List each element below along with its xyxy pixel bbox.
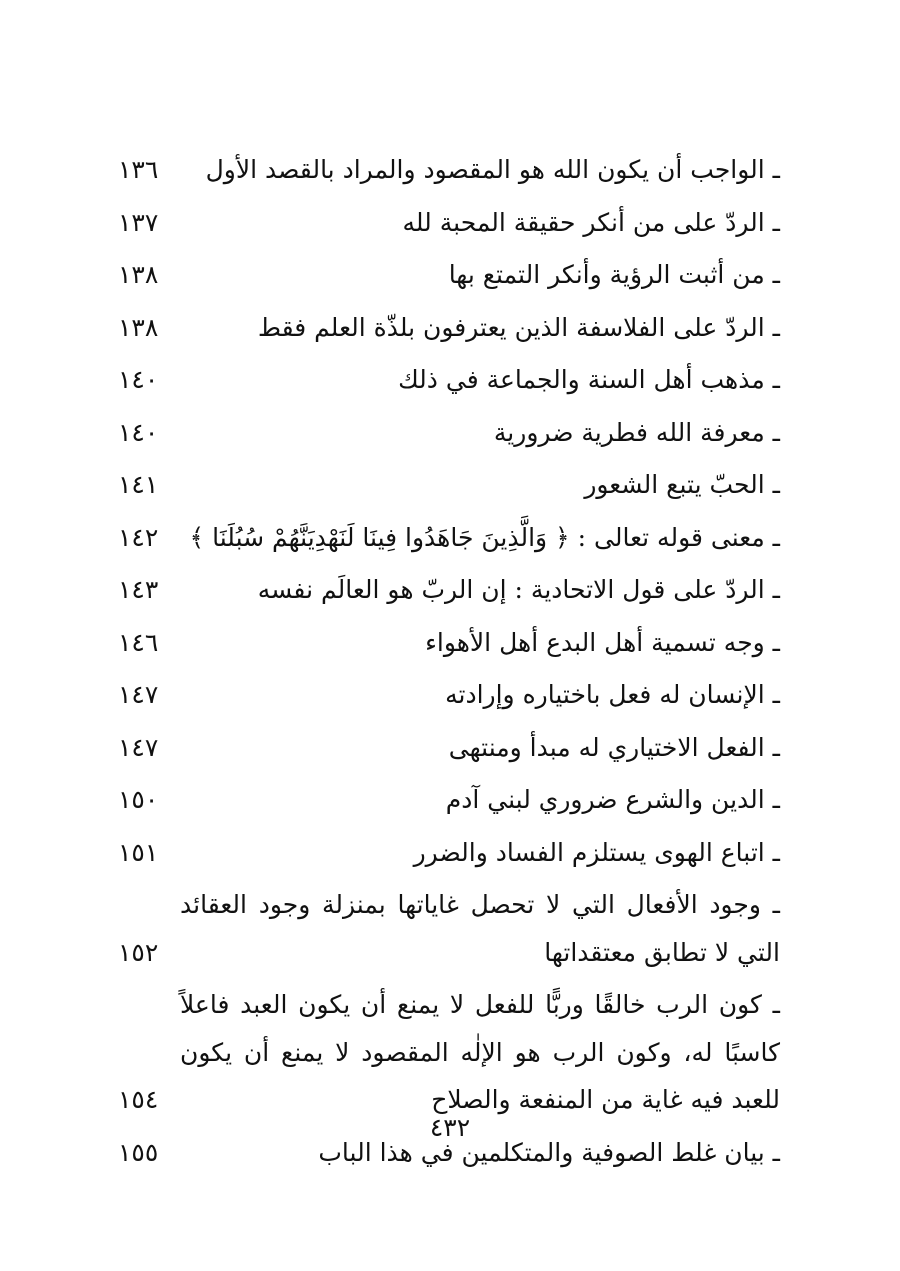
toc-entry-page-number: ١٥٤ <box>118 1085 159 1114</box>
toc-entry-title: ـ مذهب أهل السنة والجماعة في ذلك <box>398 365 780 394</box>
toc-entry-title: ـ الحبّ يتبع الشعور <box>584 470 780 499</box>
toc-entry <box>118 514 780 562</box>
toc-entry-title: ـ الردّ على قول الاتحادية : إن الربّ هو العالَم نفسه <box>257 575 780 604</box>
toc-entry-page-number: ١٤٧ <box>118 732 159 762</box>
toc-entry-title: ـ الردّ على من أنكر حقيقة المحبة لله <box>402 207 780 237</box>
toc-entry-page-number: ١٣٨ <box>118 312 159 342</box>
toc-entry-page-number: ١٥٠ <box>118 785 159 814</box>
toc-entry-title: ـ معرفة الله فطرية ضرورية <box>493 417 780 447</box>
toc-entry <box>118 619 780 667</box>
toc-entry-page-number: ١٤٢ <box>118 522 159 552</box>
table-of-contents <box>118 146 780 1181</box>
toc-entry-page-number: ١٥١ <box>118 837 159 867</box>
toc-entry-page-number: ١٤٣ <box>118 575 159 604</box>
toc-entry-title: ـ وجه تسمية أهل البدع أهل الأهواء <box>425 627 780 657</box>
toc-entry <box>118 199 780 247</box>
toc-entry-page-number: ١٣٦ <box>118 155 159 184</box>
toc-entry-title: ـ الواجب أن يكون الله هو المقصود والمراد بالقصد الأول <box>205 155 780 184</box>
toc-entry <box>118 566 780 614</box>
toc-entry <box>118 881 780 976</box>
toc-entry-page-number: ١٤١ <box>118 470 159 499</box>
toc-entry <box>118 304 780 352</box>
toc-entry <box>118 829 780 877</box>
toc-entry-title: ـ من أثبت الرؤية وأنكر التمتع بها <box>448 260 780 289</box>
toc-entry-title: ـ الفعل الاختياري له مبدأ ومنتهى <box>448 732 780 762</box>
toc-entry-page-number: ١٤٠ <box>118 417 159 447</box>
toc-entry <box>118 251 780 299</box>
toc-entry <box>118 671 780 719</box>
toc-entry-title: ـ اتباع الهوى يستلزم الفساد والضرر <box>413 837 780 867</box>
toc-entry-title: ـ كون الرب خالقًا وربًّا للفعل لا يمنع أن يكون العبد فاعلاً كاسبًا له، وكون الرب هو الإلٰه المقصود لا يمنع أن يكون للعبد فيه غاية من المنفعة والصلاح <box>180 990 780 1114</box>
toc-entry-page-number: ١٥٥ <box>118 1137 159 1167</box>
page-number: ٤٣٢ <box>429 1113 471 1142</box>
toc-entry <box>118 409 780 457</box>
toc-entry-page-number: ١٣٧ <box>118 207 159 237</box>
toc-entry <box>118 981 780 1124</box>
toc-entry <box>118 356 780 404</box>
toc-entry-title: ـ الإنسان له فعل باختياره وإرادته <box>445 680 780 709</box>
toc-entry-title: ـ وجود الأفعال التي لا تحصل غاياتها بمنزلة وجود العقائد التي لا تطابق معتقداتها <box>180 890 780 967</box>
toc-entry-page-number: ١٣٨ <box>118 260 159 289</box>
toc-entry-title: ـ بيان غلط الصوفية والمتكلمين في هذا الباب <box>318 1137 780 1167</box>
toc-entry <box>118 724 780 772</box>
toc-entry <box>118 461 780 509</box>
toc-entry <box>118 146 780 194</box>
toc-entry-page-number: ١٤٦ <box>118 627 159 657</box>
toc-entry-page-number: ١٥٢ <box>118 937 159 967</box>
toc-entry-page-number: ١٤٧ <box>118 680 159 709</box>
toc-entry-title: ـ معنى قوله تعالى : ﴿ وَالَّذِينَ جَاهَدُوا فِينَا لَنَهْدِيَنَّهُمْ سُبُلَنَا ﴾ <box>189 522 780 552</box>
toc-entry-title: ـ الردّ على الفلاسفة الذين يعترفون بلذّة العلم فقط <box>257 312 780 342</box>
toc-entry <box>118 776 780 824</box>
toc-entry-title: ـ الدين والشرع ضروري لبني آدم <box>445 785 780 814</box>
toc-entry-page-number: ١٤٠ <box>118 365 159 394</box>
